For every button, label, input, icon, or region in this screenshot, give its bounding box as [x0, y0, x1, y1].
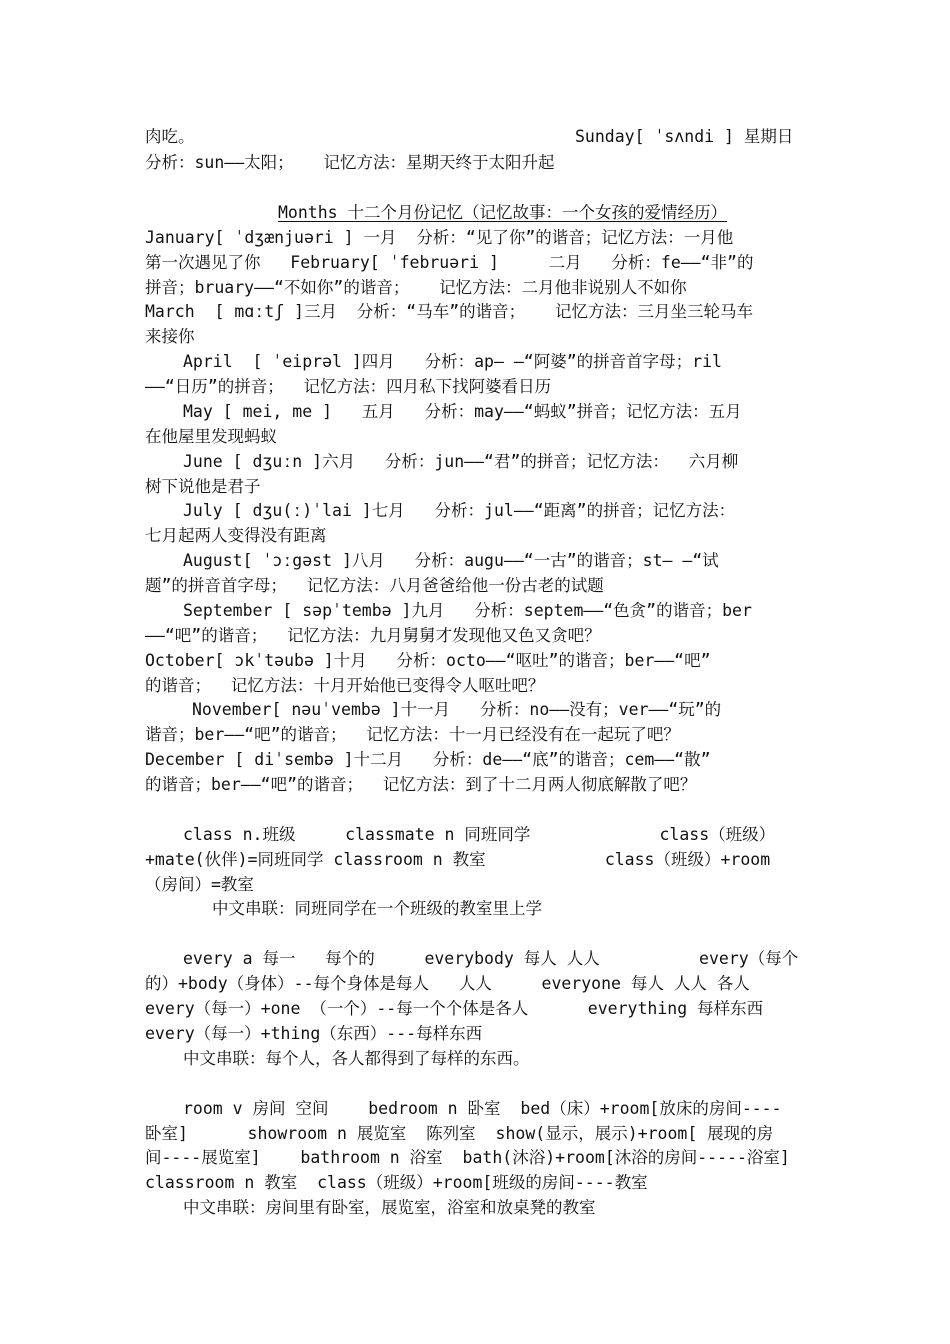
text-line: ——“日历”的拼音； 记忆方法：四月私下找阿婆看日历: [145, 377, 552, 396]
text-line: every（每一）+thing（东西）---每样东西: [145, 1024, 483, 1043]
text-line: （房间）=教室: [145, 875, 254, 894]
text-line: ——“吧”的谐音； 记忆方法：九月舅舅才发现他又色又贪吧？: [145, 626, 601, 645]
text-line: 拼音；bruary——“不如你”的谐音； 记忆方法：二月他非说别人不如你: [145, 278, 687, 297]
text-line: 的）+body（身体）--每个身体是每人 人人 everyone 每人 人人 各人: [145, 974, 750, 993]
text-line: room v 房间 空间 bedroom n 卧室 bed（床）+room[放床的房间----: [183, 1099, 782, 1118]
text-line: 题”的拼音首字母； 记忆方法：八月爸爸给他一份古老的试题: [145, 576, 604, 595]
text-line: 的谐音； 记忆方法：十月开始他已变得令人呕吐吧？: [145, 676, 545, 695]
text-line: December [ diˈsembə ]十二月 分析：de——“底”的谐音；cem——“散”: [145, 750, 711, 769]
text-line: March [ mɑːtʃ ]三月 分析：“马车”的谐音； 记忆方法：三月坐三轮马车: [145, 302, 753, 321]
text-line: +mate(伙伴)=同班同学 classroom n 教室 class（班级）+room: [145, 850, 771, 869]
text-line: 谐音；ber——“吧”的谐音； 记忆方法：十一月已经没有在一起玩了吧？: [145, 725, 680, 744]
text-line: 的谐音；ber——“吧”的谐音； 记忆方法：到了十二月两人彻底解散了吧？: [145, 775, 697, 794]
text-line: November[ nəuˈvembə ]十一月 分析：no——没有；ver——“玩”的: [192, 700, 722, 719]
text-line: every（每一）+one （一个）--每一个个体是各人 everything 每样东西: [145, 999, 764, 1018]
text-line: 中文串联：房间里有卧室，展览室，浴室和放桌凳的教室: [183, 1198, 596, 1217]
text-line: 在他屋里发现蚂蚁: [145, 427, 277, 446]
text-line: 来接你: [145, 327, 195, 346]
text-line: June [ dʒuːn ]六月 分析：jun——“君”的拼音；记忆方法： 六月柳: [183, 452, 739, 471]
text-line: 七月起两人变得没有距离: [145, 526, 327, 545]
text-line: class n.班级 classmate n 同班同学 class（班级）: [183, 825, 776, 844]
section-heading: Months 十二个月份记忆（记忆故事：一个女孩的爱情经历）: [278, 203, 728, 222]
text-line: April [ ˈeiprəl ]四月 分析：ap— —“阿婆”的拼音首字母；ril: [183, 352, 722, 371]
text-line: classroom n 教室 class（班级）+room[班级的房间----教室: [145, 1173, 648, 1192]
text-line: October[ ɔkˈtəubə ]十月 分析：octo——“呕吐”的谐音；ber——“吧”: [145, 651, 711, 670]
text-line: Sunday[ ˈsʌndi ] 星期日: [575, 127, 794, 146]
text-line: May [ mei, me ] 五月 分析：may——“蚂蚁”拼音；记忆方法：五月: [183, 402, 742, 421]
text-line: 树下说他是君子: [145, 477, 261, 496]
text-line: July [ dʒu(ː)ˈlai ]七月 分析：jul——“距离”的拼音；记忆方法：: [183, 501, 736, 520]
text-line: 肉吃。: [145, 127, 195, 146]
text-line: 间----展览室] bathroom n 浴室 bath(沐浴)+room[沐浴的房间-----浴室]: [145, 1148, 790, 1167]
text-line: 分析：sun——太阳； 记忆方法：星期天终于太阳升起: [145, 153, 555, 172]
text-line: 中文串联：每个人，各人都得到了每样的东西。: [183, 1049, 530, 1068]
text-line: 卧室] showroom n 展览室 陈列室 show(显示，展示)+room[ 展现的房: [145, 1124, 774, 1143]
text-line: 中文串联：同班同学在一个班级的教室里上学: [212, 899, 542, 918]
text-line: every a 每一 每个的 everybody 每人 人人 every（每个: [183, 949, 799, 968]
text-line: August[ ˈɔːgəst ]八月 分析：augu——“一古”的谐音；st— —“试: [183, 551, 719, 570]
text-line: 第一次遇见了你 February[ ˈfebruəri ] 二月 分析：fe——“非”的: [145, 253, 754, 272]
text-line: January[ ˈdʒænjuəri ] 一月 分析：“见了你”的谐音；记忆方法：一月他: [145, 228, 734, 247]
text-line: September [ səpˈtembə ]九月 分析：septem——“色贪”的谐音；ber: [183, 601, 752, 620]
